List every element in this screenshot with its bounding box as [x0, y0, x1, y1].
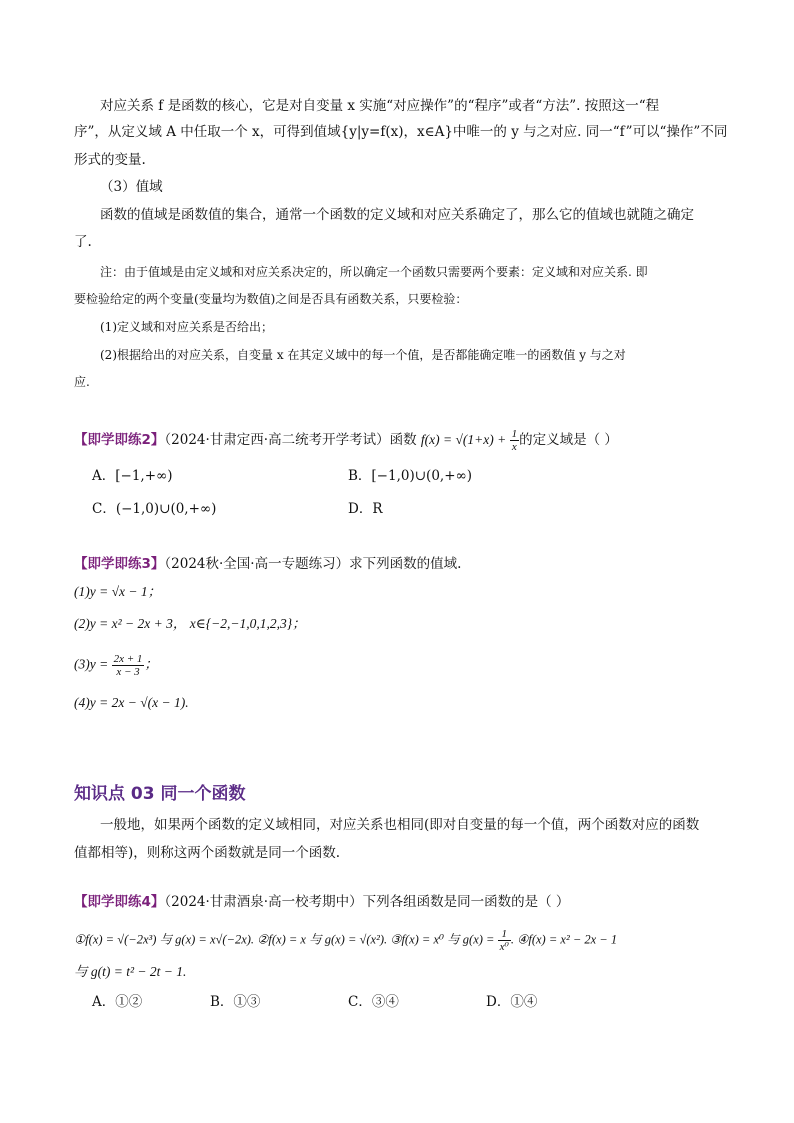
exercise-source: （2024秋·全国·高一专题练习）求下列函数的值域. — [164, 556, 462, 572]
paragraph-line: 形式的变量. — [74, 152, 146, 168]
note-item: 应. — [74, 375, 90, 389]
option-b[interactable]: B．[−1,0)∪(0,+∞) — [348, 468, 473, 484]
fraction-denominator: x − 3 — [116, 666, 140, 678]
item-prefix: (3)y = — [74, 656, 112, 672]
paragraph-line: 对应关系 f 是函数的核心，它是对自变量 x 实施“对应操作”的“程序”或者“方法”. 按照这一“程 — [100, 98, 660, 114]
option-d[interactable]: D．①④ — [486, 994, 538, 1010]
paragraph-line: 序”，从定义域 A 中任取一个 x，可得到值域{y|y=f(x)，x∈A}中唯一的 y 与之对应. 同一“f”可以“操作”不同 — [74, 124, 728, 140]
fraction — [498, 928, 511, 953]
exercise-tag: 【即学即练3】 — [74, 556, 165, 572]
fraction-denominator: x⁰ — [499, 941, 509, 953]
exercise-4-question — [74, 892, 724, 912]
exercise-tag: 【即学即练4】 — [74, 894, 165, 910]
exercise-3-item-1: (1)y = √x − 1； — [74, 584, 162, 599]
paragraph-line: 了. — [74, 234, 92, 250]
fraction — [112, 653, 145, 678]
note-line: 要检验给定的两个变量(变量均为数值)之间是否具有函数关系，只要检验： — [74, 292, 468, 306]
exercise-tag: 【即学即练2】 — [74, 432, 165, 448]
exercise-3-item-4: (4)y = 2x − √(x − 1). — [74, 695, 189, 710]
paragraph-line: 函数的值域是函数值的集合，通常一个函数的定义域和对应关系确定了，那么它的值域也就随之确定 — [100, 207, 694, 223]
exercise-4-groups-line-2: 与 g(t) = t² − 2t − 1. — [74, 964, 187, 979]
fraction-numerator: 2x + 1 — [113, 653, 143, 665]
knowledge-point-heading: 知识点 03 同一个函数 — [74, 784, 246, 804]
exercise-source: （2024·甘肃定西·高二统考开学考试）函数 — [164, 432, 417, 448]
fraction-numerator: 1 — [511, 428, 518, 440]
note-line: 注：由于值域是由定义域和对应关系决定的，所以确定一个函数只需要两个要素：定义域和对应关系. 即 — [100, 265, 648, 279]
exercise-4-groups-line — [74, 928, 724, 953]
option-a[interactable]: A．[−1,+∞) — [92, 468, 173, 484]
fraction-denominator: x — [511, 441, 517, 453]
option-b[interactable]: B．①③ — [210, 994, 261, 1010]
groups-text: ①f(x) = √(−2x³) 与 g(x) = x√(−2x). ②f(x) = x 与 g(x) = √(x²). ③f(x) = x⁰ 与 g(x) = — [74, 932, 498, 947]
exercise-3-item-3 — [74, 653, 724, 678]
paragraph-line: 值都相等)，则称这两个函数就是同一个函数. — [74, 845, 341, 861]
exercise-2-question — [74, 428, 724, 453]
fraction-numerator: 1 — [498, 928, 511, 941]
groups-text-end: . ④f(x) = x² − 2x − 1 — [510, 932, 618, 947]
paragraph-line: 一般地，如果两个函数的定义域相同，对应关系也相同(即对自变量的每一个值，两个函数对应的函数 — [100, 817, 700, 833]
fraction — [510, 428, 520, 453]
note-item: (2)根据给出的对应关系，自变量 x 在其定义域中的每一个值，是否都能确定唯一的函数值 y 与之对 — [100, 348, 626, 362]
option-a[interactable]: A．①② — [92, 994, 143, 1010]
question-end: 的定义域是（ ） — [519, 432, 618, 448]
option-c[interactable]: C．(−1,0)∪(0,+∞) — [92, 501, 217, 517]
option-d[interactable]: D．R — [348, 501, 383, 517]
exercise-3-question — [74, 554, 724, 574]
exercise-source: （2024·甘肃酒泉·高一校考期中）下列各组函数是同一函数的是（ ） — [164, 894, 570, 910]
section-heading: （3）值域 — [100, 179, 163, 195]
note-item: (1)定义域和对应关系是否给出； — [100, 320, 273, 334]
exercise-3-item-2: (2)y = x² − 2x + 3， x∈{−2,−1,0,1,2,3}； — [74, 616, 306, 631]
item-suffix: ； — [144, 656, 158, 672]
option-c[interactable]: C．③④ — [348, 994, 399, 1010]
formula: f(x) = √(1+x) + — [420, 432, 510, 447]
